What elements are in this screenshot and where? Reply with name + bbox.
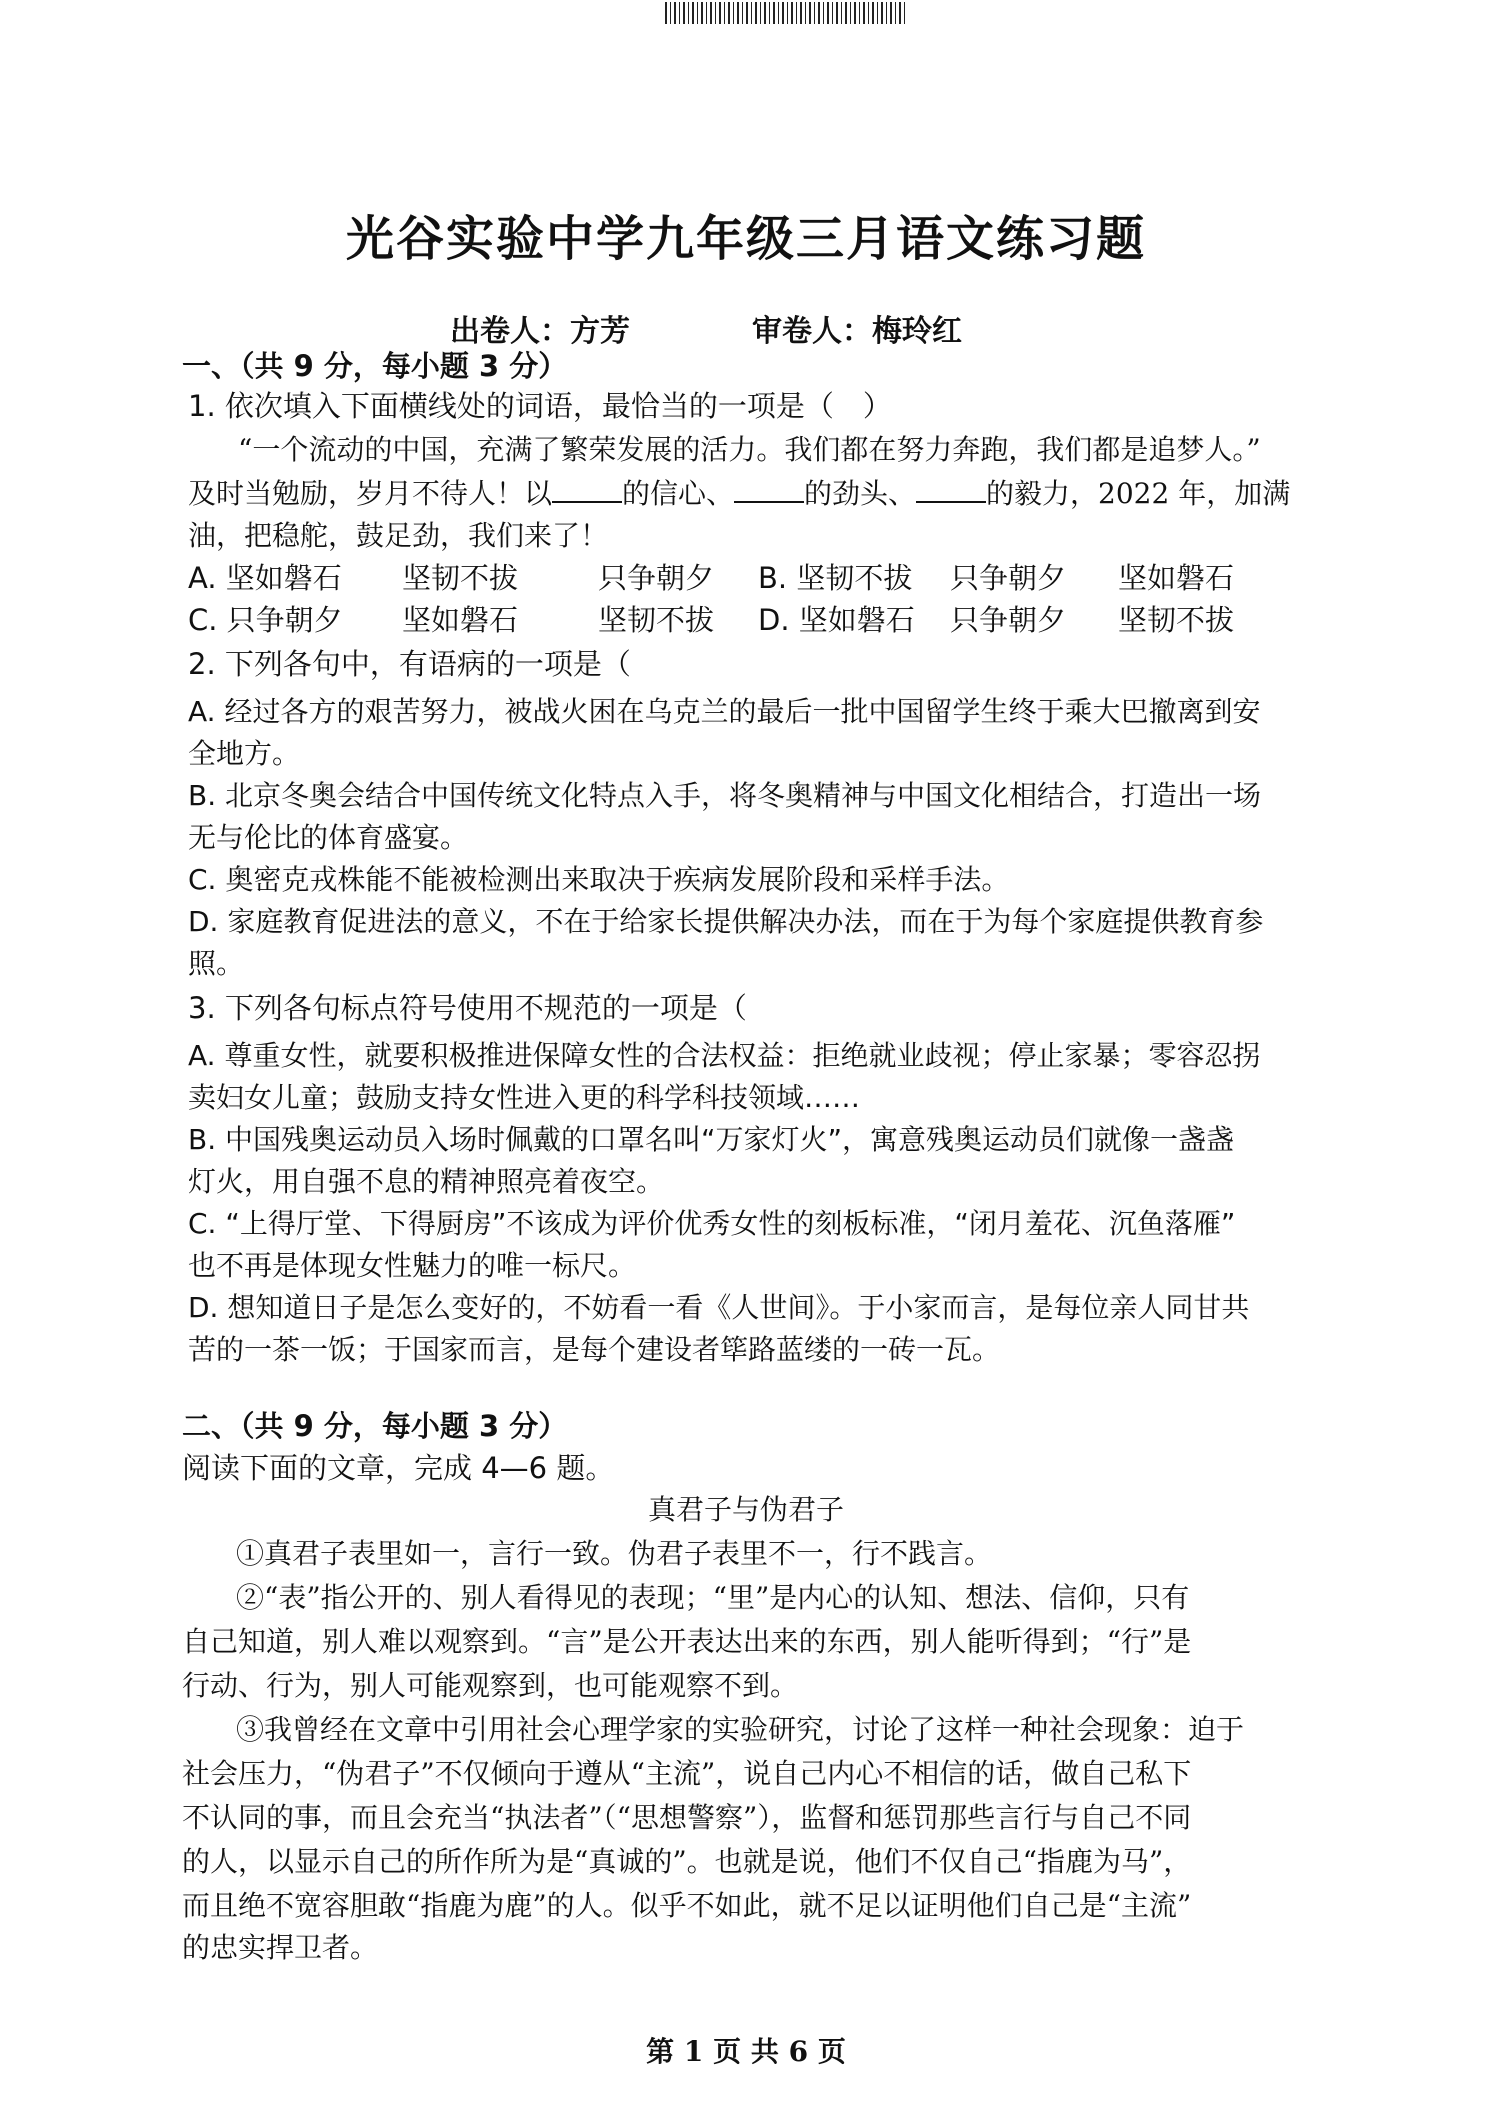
q1-passage-part-b: 的信心、	[622, 477, 735, 510]
q2-option-a-line1[interactable]: A. 经过各方的艰苦努力，被战火困在乌克兰的最后一批中国留学生终于乘大巴撤离到安	[188, 695, 1261, 728]
q3-stem: 3. 下列各句标点符号使用不规范的一项是（	[188, 991, 747, 1025]
q2-option-d-line2: 照。	[188, 947, 245, 980]
article-paragraph-3-line6: 的忠实捍卫者。	[182, 1931, 379, 1964]
q1-passage-part-c: 的劲头、	[804, 477, 917, 510]
q2-option-b-line2: 无与伦比的体育盛宴。	[188, 821, 469, 854]
article-paragraph-3-line5: 而且绝不宽容胆敢“指鹿为鹿”的人。似乎不如此，就不足以证明他们自己是“主流”	[182, 1889, 1192, 1922]
q1-option-c-1[interactable]: C. 只争朝夕	[188, 603, 343, 637]
setter-label: 出卷人：方芳	[450, 314, 630, 349]
q1-option-d-2: 只争朝夕	[950, 603, 1067, 637]
article-paragraph-2-line3: 行动、行为，别人可能观察到，也可能观察不到。	[182, 1669, 799, 1702]
q2-option-c-line1[interactable]: C. 奥密克戎株能不能被检测出来取决于疾病发展阶段和采样手法。	[188, 863, 1010, 896]
q3-option-c-line2: 也不再是体现女性魅力的唯一标尺。	[188, 1249, 637, 1282]
article-paragraph-3-line2: 社会压力，“伪君子”不仅倾向于遵从“主流”，说自己内心不相信的话，做自己私下	[182, 1757, 1192, 1790]
article-paragraph-2-line2: 自己知道，别人难以观察到。“言”是公开表达出来的东西，别人能听得到；“行”是	[182, 1625, 1192, 1658]
blank-2[interactable]	[734, 500, 804, 503]
section1-header: 一、（共 9 分，每小题 3 分）	[182, 349, 568, 383]
q3-option-a-line1[interactable]: A. 尊重女性，就要积极推进保障女性的合法权益：拒绝就业歧视；停止家暴；零容忍拐	[188, 1039, 1261, 1072]
q1-option-a-1[interactable]: A. 坚如磐石	[188, 561, 342, 595]
article-paragraph-1: ①真君子表里如一，言行一致。伪君子表里不一，行不践言。	[236, 1537, 993, 1570]
section2-instruction: 阅读下面的文章，完成 4—6 题。	[182, 1451, 615, 1485]
q1-passage-line2	[188, 472, 1290, 512]
section2-header: 二、（共 9 分，每小题 3 分）	[182, 1409, 568, 1443]
q2-option-d-line1[interactable]: D. 家庭教育促进法的意义，不在于给家长提供解决办法，而在于为每个家庭提供教育参	[188, 905, 1264, 938]
article-paragraph-3-line3: 不认同的事，而且会充当“执法者”（“思想警察”），监督和惩罚那些言行与自己不同	[182, 1801, 1192, 1834]
q1-passage-line3: 油，把稳舵，鼓足劲，我们来了！	[188, 519, 609, 552]
q1-option-d-1[interactable]: D. 坚如磐石	[758, 603, 915, 637]
q1-option-c-2: 坚如磐石	[402, 603, 519, 637]
q2-stem: 2. 下列各句中，有语病的一项是（	[188, 647, 631, 681]
q1-option-b-2: 只争朝夕	[950, 561, 1067, 595]
q1-option-b-1[interactable]: B. 坚韧不拔	[758, 561, 913, 595]
q3-option-d-line1[interactable]: D. 想知道日子是怎么变好的，不妨看一看《人世间》。于小家而言，是每位亲人同甘共	[188, 1291, 1250, 1324]
exam-title: 光谷实验中学九年级三月语文练习题	[345, 211, 1146, 267]
q1-option-a-2: 坚韧不拔	[402, 561, 519, 595]
reviewer-label: 审卷人：梅玲红	[752, 314, 962, 349]
q1-option-b-3: 坚如磐石	[1118, 561, 1235, 595]
article-title: 真君子与伪君子	[647, 1493, 844, 1526]
q3-option-b-line1[interactable]: B. 中国残奥运动员入场时佩戴的口罩名叫“万家灯火”，寓意残奥运动员们就像一盏盏	[188, 1123, 1235, 1156]
article-paragraph-3-line1: ③我曾经在文章中引用社会心理学家的实验研究，讨论了这样一种社会现象：迫于	[236, 1713, 1245, 1746]
q1-option-c-3: 坚韧不拔	[598, 603, 715, 637]
q3-option-b-line2: 灯火，用自强不息的精神照亮着夜空。	[188, 1165, 665, 1198]
q1-stem: 1. 依次填入下面横线处的词语，最恰当的一项是（ ）	[188, 389, 892, 423]
q1-option-a-3: 只争朝夕	[598, 561, 715, 595]
blank-1[interactable]	[552, 500, 622, 503]
q3-option-c-line1[interactable]: C. “上得厅堂、下得厨房”不该成为评价优秀女性的刻板标准，“闭月羞花、沉鱼落雁”	[188, 1207, 1236, 1240]
q3-option-d-line2: 苦的一茶一饭；于国家而言，是每个建设者筚路蓝缕的一砖一瓦。	[188, 1333, 1001, 1366]
q2-option-b-line1[interactable]: B. 北京冬奥会结合中国传统文化特点入手，将冬奥精神与中国文化相结合，打造出一场	[188, 779, 1262, 812]
q1-option-d-3: 坚韧不拔	[1118, 603, 1235, 637]
blank-3[interactable]	[916, 500, 986, 503]
q2-option-a-line2: 全地方。	[188, 737, 301, 770]
q1-passage-line1: “一个流动的中国，充满了繁荣发展的活力。我们都在努力奔跑，我们都是追梦人。”	[238, 433, 1261, 466]
article-paragraph-3-line4: 的人，以显示自己的所作所为是“真诚的”。也就是说，他们不仅自己“指鹿为马”，	[182, 1845, 1192, 1878]
barcode-strip	[665, 2, 907, 24]
page-number: 第 1 页 共 6 页	[646, 2035, 846, 2068]
q3-option-a-line2: 卖妇女儿童；鼓励支持女性进入更的科学科技领域……	[188, 1081, 861, 1114]
article-paragraph-2-line1: ②“表”指公开的、别人看得见的表现；“里”是内心的认知、想法、信仰，只有	[236, 1581, 1190, 1614]
q1-passage-part-a: 及时当勉励，岁月不待人！以	[188, 477, 553, 510]
q1-passage-part-d: 的毅力，2022 年，加满	[986, 477, 1291, 510]
